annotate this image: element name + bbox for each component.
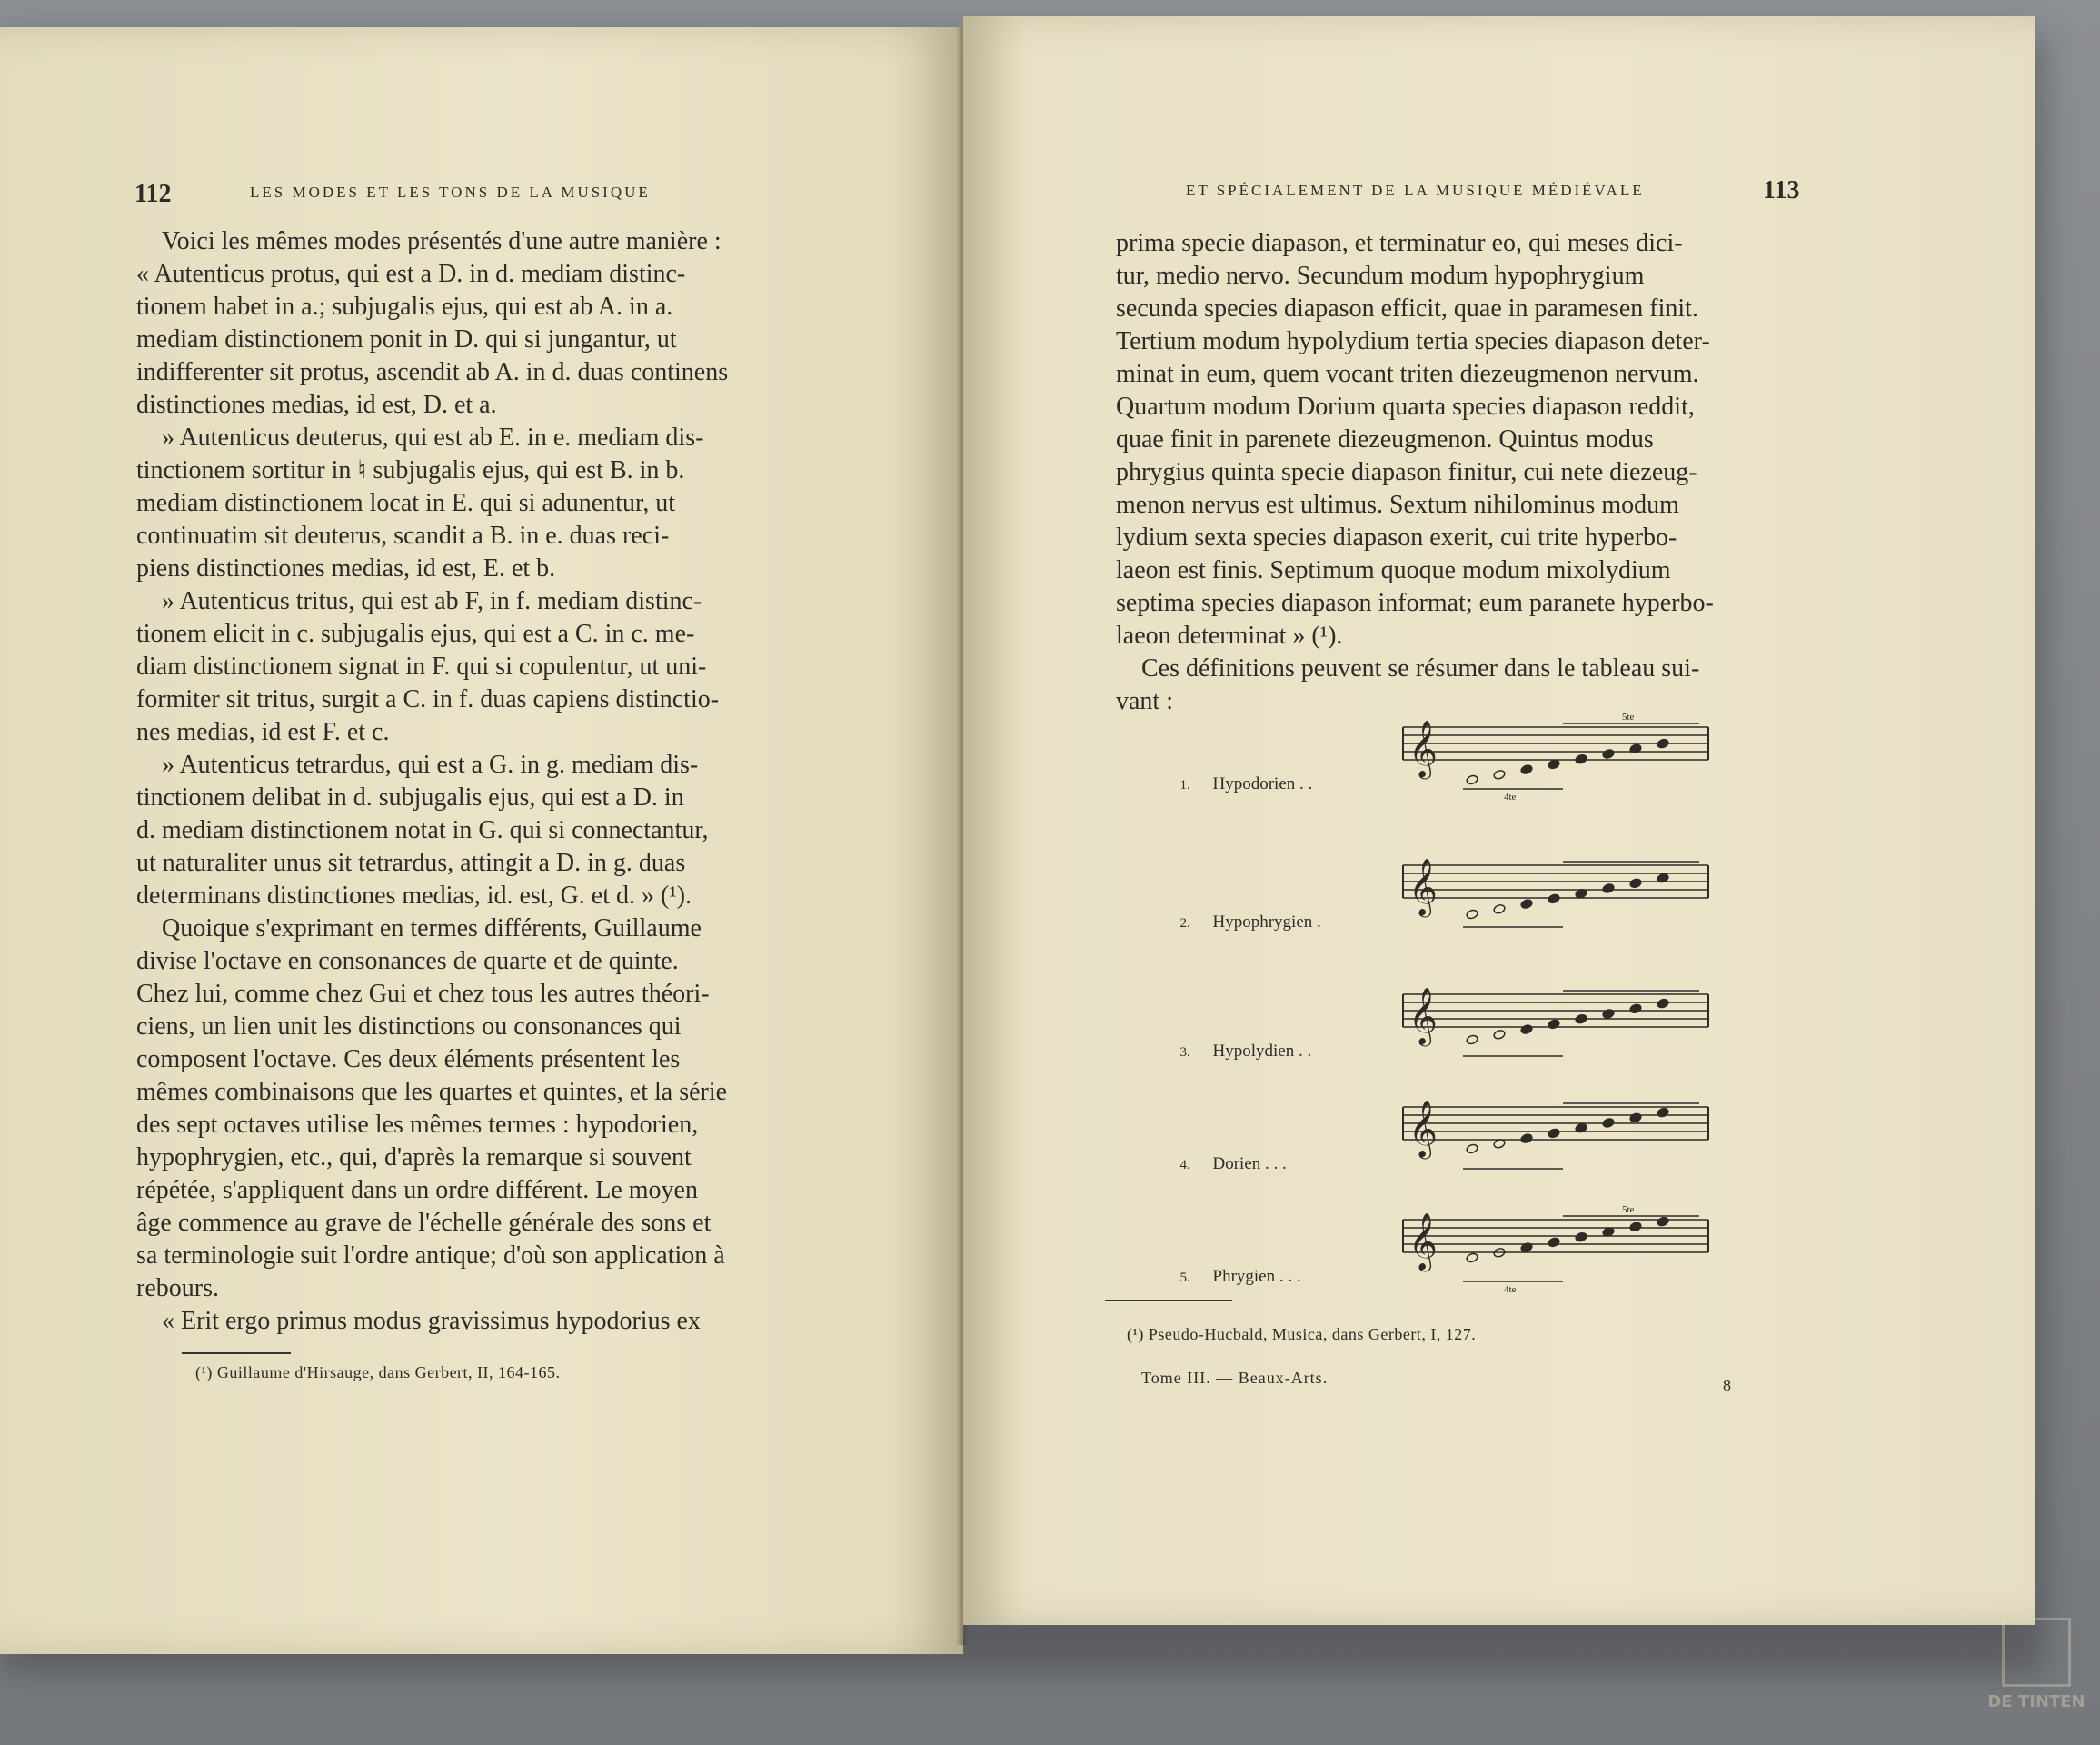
text-line: prima specie diapason, et terminatur eo, qui meses dici-: [1116, 229, 1683, 257]
note-head: [1657, 1107, 1669, 1118]
text-line: divise l'octave en consonances de quarte et de quinte.: [136, 947, 679, 975]
note-head: [1657, 1216, 1669, 1227]
text-line: lydium sexta species diapason exerit, cui trite hyperbo-: [1116, 524, 1677, 552]
text-line: vant :: [1116, 687, 1173, 715]
note-head: [1629, 1222, 1642, 1232]
text-line: âge commence au grave de l'échelle générale des sons et: [136, 1209, 712, 1237]
text-line: tinctionem delibat in d. subjugalis ejus, qui est a D. in: [136, 783, 684, 812]
mode-number: 5.: [1179, 1271, 1190, 1285]
watermark-logo: [1982, 1618, 2091, 1727]
fifth-label: 5te: [1622, 1204, 1635, 1215]
text-line: quae finit in parenete diezeugmenon. Quintus modus: [1116, 425, 1654, 454]
fourth-label: 4te: [1504, 792, 1517, 803]
text-line: nes medias, id est F. et c.: [136, 718, 390, 746]
watermark-icon: [2002, 1618, 2071, 1687]
text-line: » Autenticus deuterus, qui est ab E. in e. mediam dis-: [162, 424, 704, 452]
text-line: laeon determinat » (¹).: [1116, 622, 1343, 650]
mode-row-hypophrygien: [1154, 847, 1881, 947]
text-line: rebours.: [136, 1274, 219, 1302]
mode-name: Dorien . . .: [1212, 1154, 1287, 1173]
note-head: [1548, 1237, 1560, 1248]
mode-name: Hypodorien . .: [1212, 774, 1313, 793]
watermark-text: DE TINTEN: [1987, 1692, 2085, 1711]
note-head: [1602, 883, 1615, 894]
note-head: [1629, 1112, 1642, 1123]
note-head: [1602, 749, 1615, 760]
note-head: [1602, 1118, 1615, 1129]
signature-mark: Tome III. — Beaux-Arts.: [1141, 1369, 1329, 1387]
text-line: tur, medio nervo. Secundum modum hypophrygium: [1116, 262, 1645, 290]
note-head: [1466, 1252, 1478, 1263]
text-line: Chez lui, comme chez Gui et chez tous les autres théori-: [136, 980, 710, 1008]
text-line: « Erit ergo primus modus gravissimus hypodorius ex: [162, 1307, 701, 1335]
text-line: secunda species diapason efficit, quae in paramesen finit.: [1116, 294, 1698, 323]
text-line: ciens, un lien unit les distinctions ou consonances qui: [136, 1012, 682, 1041]
left-footnote: (¹) Guillaume d'Hirsauge, dans Gerbert, II, 164-165.: [195, 1363, 561, 1381]
mode-number: 1.: [1179, 778, 1190, 793]
text-line: Quoique s'exprimant en termes différents, Guillaume: [162, 914, 702, 942]
text-line: tionem elicit in c. subjugalis ejus, qui est a C. in c. me-: [136, 620, 695, 648]
text-line: hypophrygien, etc., qui, d'après la remarque si souvent: [136, 1143, 692, 1172]
text-line: piens distinctiones medias, id est, E. et b.: [136, 554, 556, 583]
text-line: » Autenticus tritus, qui est ab F, in f. mediam distinc-: [162, 587, 702, 615]
left-page-number: 112: [134, 180, 172, 208]
note-head: [1657, 738, 1669, 749]
text-line: sa terminologie suit l'ordre antique; d'où son application à: [136, 1241, 725, 1270]
text-line: mediam distinctionem locat in E. qui si adunentur, ut: [136, 489, 675, 517]
note-head: [1575, 1013, 1587, 1024]
text-line: ut naturaliter unus sit tetrardus, attingit a D. in g. duas: [136, 849, 686, 877]
right-page: [963, 16, 2035, 1625]
music-staff: [1399, 847, 1727, 947]
right-body-text: [1116, 227, 1843, 718]
note-head: [1575, 1231, 1587, 1242]
fifth-label: 5te: [1622, 712, 1635, 723]
text-line: Tertium modum hypolydium tertia species diapason deter-: [1116, 327, 1710, 355]
text-line: d. mediam distinctionem notat in G. qui si connectantur,: [136, 816, 709, 844]
mode-row-dorien: [1154, 1089, 1881, 1189]
text-line: » Autenticus tetrardus, qui est a G. in g. mediam dis-: [162, 751, 699, 779]
note-head: [1657, 998, 1669, 1009]
treble-clef-icon: 𝄞: [1408, 858, 1438, 915]
left-body-text: [136, 225, 836, 1338]
text-line: determinans distinctiones medias, id. est, G. et d. » (¹).: [136, 882, 692, 910]
treble-clef-icon: 𝄞: [1408, 720, 1438, 777]
note-head: [1548, 759, 1560, 770]
text-line: menon nervus est ultimus. Sextum nihilominus modum: [1116, 491, 1679, 519]
mode-name: Hypophrygien .: [1212, 912, 1321, 932]
note-head: [1629, 878, 1642, 889]
text-line: septima species diapason informat; eum paranete hyperbo-: [1116, 589, 1714, 617]
text-line: tinctionem sortitur in ♮ subjugalis ejus, qui est B. in b.: [136, 456, 685, 484]
note-head: [1493, 903, 1506, 914]
note-head: [1466, 774, 1478, 785]
treble-clef-icon: 𝄞: [1408, 987, 1438, 1044]
music-staff: [1399, 976, 1727, 1076]
note-head: [1493, 1029, 1506, 1040]
mode-row-hypolydien: [1154, 976, 1881, 1076]
text-line: indifferenter sit protus, ascendit ab A. in d. duas continens: [136, 358, 729, 386]
text-line: tionem habet in a.; subjugalis ejus, qui est ab A. in a.: [136, 293, 673, 321]
note-head: [1466, 909, 1478, 920]
mode-name: Phrygien . . .: [1212, 1267, 1301, 1286]
text-line: Ces définitions peuvent se résumer dans le tableau sui-: [1141, 654, 1700, 683]
right-page-number: 113: [1763, 176, 1800, 204]
note-head: [1520, 899, 1533, 910]
footnote-rule: [182, 1352, 291, 1354]
footnote-rule: [1105, 1300, 1232, 1301]
left-running-head: LES MODES ET LES TONS DE LA MUSIQUE: [250, 184, 651, 201]
note-head: [1520, 1024, 1533, 1035]
note-head: [1548, 1019, 1560, 1030]
mode-number: 3.: [1179, 1045, 1190, 1060]
music-staff: [1399, 709, 1727, 809]
mode-number: 2.: [1179, 916, 1190, 931]
right-running-head: ET SPÉCIALEMENT DE LA MUSIQUE MÉDIÉVALE: [1186, 182, 1645, 199]
text-line: « Autenticus protus, qui est a D. in d. mediam distinc-: [136, 260, 686, 288]
note-head: [1466, 1034, 1478, 1045]
note-head: [1629, 1003, 1642, 1014]
mode-number: 4.: [1179, 1158, 1190, 1172]
text-line: phrygius quinta specie diapason finitur, cui nete diezeug-: [1116, 458, 1697, 486]
signature-sheet-number: 8: [1723, 1376, 1732, 1394]
note-head: [1548, 1128, 1560, 1139]
right-footnote: (¹) Pseudo-Hucbald, Musica, dans Gerbert, I, 127.: [1127, 1325, 1477, 1343]
music-staff: [1399, 1089, 1727, 1189]
note-head: [1466, 1143, 1478, 1154]
text-line: Quartum modum Dorium quarta species diapason reddit,: [1116, 393, 1695, 421]
text-line: répétée, s'appliquent dans un ordre différent. Le moyen: [136, 1176, 698, 1204]
text-line: distinctiones medias, id est, D. et a.: [136, 391, 497, 419]
note-head: [1493, 769, 1506, 780]
treble-clef-icon: 𝄞: [1408, 1100, 1438, 1157]
mode-name: Hypolydien . .: [1212, 1042, 1312, 1061]
note-head: [1629, 743, 1642, 754]
text-line: continuatim sit deuterus, scandit a B. in e. duas reci-: [136, 522, 670, 550]
text-line: formiter sit tritus, surgit a C. in f. duas capiens distinctio-: [136, 685, 720, 713]
note-head: [1520, 764, 1533, 775]
mode-row-phrygien: [1154, 1202, 1881, 1301]
text-line: laeon est finis. Septimum quoque modum mixolydium: [1116, 556, 1671, 584]
text-line: minat in eum, quem vocant triten diezeugmenon nervum.: [1116, 360, 1699, 388]
mode-row-hypodorien: [1154, 709, 1881, 809]
text-line: des sept octaves utilise les mêmes termes : hypodorien,: [136, 1111, 699, 1139]
note-head: [1548, 893, 1560, 904]
text-line: composent l'octave. Ces deux éléments présentent les: [136, 1045, 681, 1073]
music-staff: [1399, 1202, 1727, 1301]
note-head: [1520, 1133, 1533, 1144]
note-head: [1575, 753, 1587, 764]
left-page: [0, 27, 963, 1654]
text-line: diam distinctionem signat in F. qui si copulentur, ut uni-: [136, 653, 707, 681]
text-line: Voici les mêmes modes présentés d'une autre manière :: [162, 227, 722, 255]
text-line: mediam distinctionem ponit in D. qui si jungantur, ut: [136, 325, 677, 354]
text-line: mêmes combinaisons que les quartes et quintes, et la série: [136, 1078, 728, 1106]
treble-clef-icon: 𝄞: [1408, 1212, 1438, 1270]
fourth-label: 4te: [1504, 1284, 1517, 1295]
